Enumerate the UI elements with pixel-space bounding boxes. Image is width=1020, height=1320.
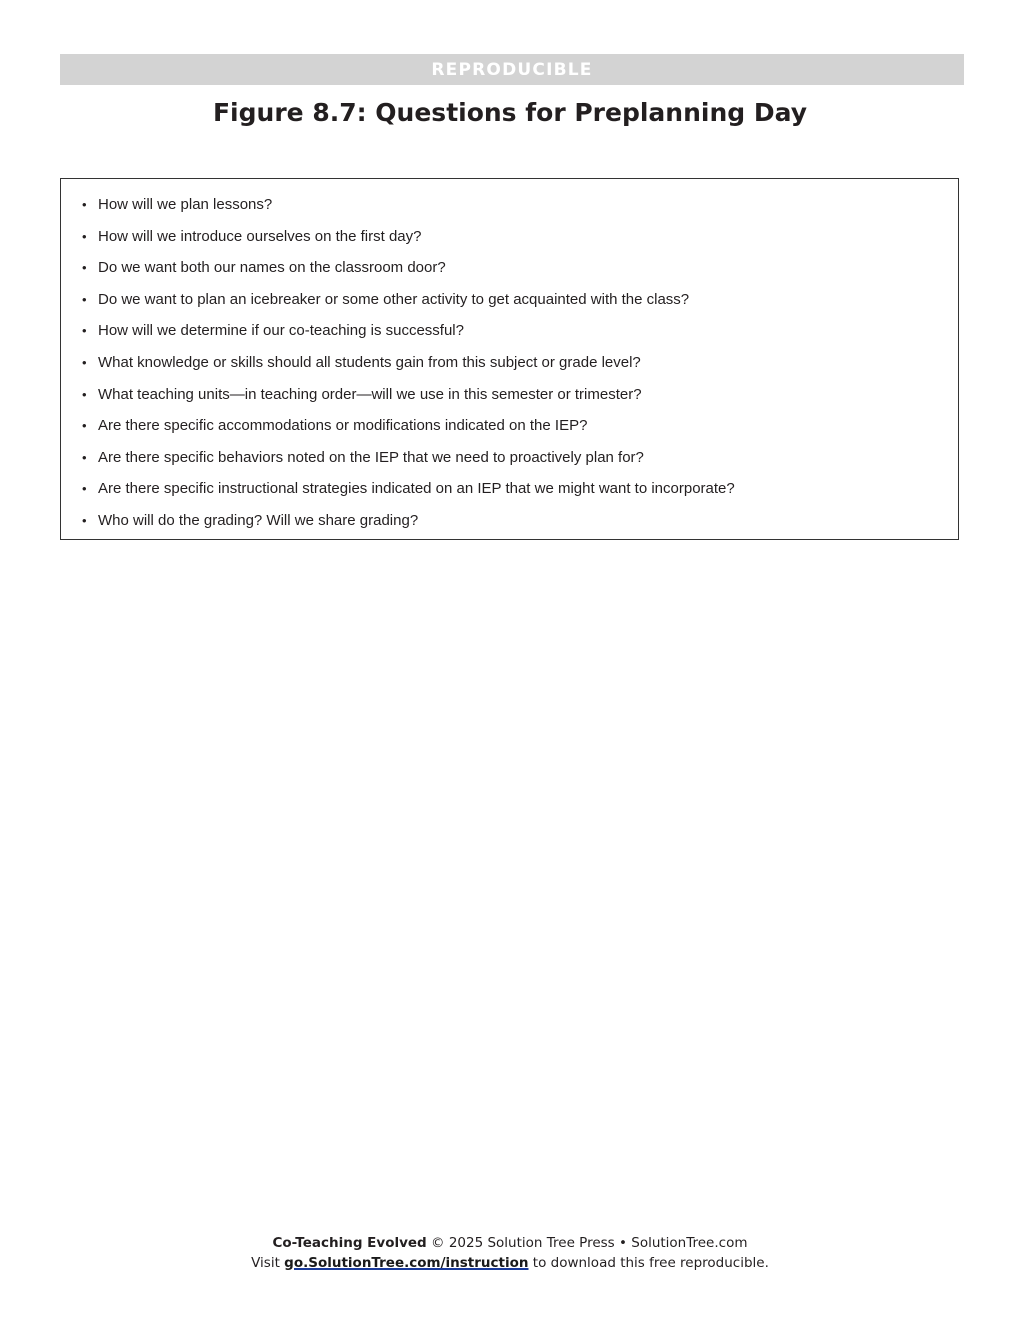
question-text: How will we plan lessons?: [98, 196, 273, 213]
bullet-icon: •: [82, 197, 87, 212]
question-text: Who will do the grading? Will we share grading?: [98, 511, 419, 529]
question-text: Do we want to plan an icebreaker or some other activity to get acquainted with the class?: [98, 290, 690, 308]
question-list: [61, 179, 958, 541]
list-item: [61, 446, 958, 478]
list-item: [61, 509, 958, 541]
list-item: [61, 414, 958, 446]
list-item: [61, 383, 958, 415]
question-text: How will we introduce ourselves on the first day?: [98, 227, 422, 245]
question-text: Are there specific accommodations or modifications indicated on the IEP?: [98, 417, 588, 435]
list-item: [61, 477, 958, 509]
footer-visit-suffix: to download this free reproducible.: [528, 1255, 769, 1271]
list-item: [61, 225, 958, 257]
footer-line-visit: [0, 1253, 1020, 1273]
footer-copyright: © 2025 Solution Tree Press • SolutionTree.com: [426, 1235, 748, 1251]
bullet-icon: •: [82, 512, 87, 528]
list-item: [61, 351, 958, 383]
banner-label: REPRODUCIBLE: [431, 59, 593, 80]
bullet-icon: •: [82, 386, 87, 402]
bullet-icon: •: [82, 291, 87, 307]
bullet-icon: •: [82, 418, 87, 434]
footer-book-title: Co-Teaching Evolved: [272, 1235, 427, 1251]
question-text: What teaching units—in teaching order—will we use in this semester or trimester?: [98, 385, 642, 403]
bullet-icon: •: [82, 354, 87, 370]
question-text: Are there specific instructional strategies indicated on an IEP that we might want to incorporate?: [98, 480, 735, 498]
question-text: What knowledge or skills should all students gain from this subject or grade level?: [98, 353, 641, 371]
question-list-box: [60, 178, 959, 540]
question-text: Do we want both our names on the classroom door?: [98, 259, 446, 277]
reproducible-banner: [60, 54, 964, 85]
bullet-icon: •: [82, 323, 87, 339]
bullet-icon: •: [82, 449, 87, 465]
question-text: Are there specific behaviors noted on the IEP that we need to proactively plan for?: [98, 448, 644, 466]
list-item: [61, 288, 958, 320]
list-item: [61, 256, 958, 288]
bullet-icon: •: [82, 260, 87, 276]
page-footer: [0, 1233, 1020, 1273]
bullet-icon: •: [82, 481, 87, 497]
bullet-icon: •: [82, 228, 87, 244]
footer-line-copyright: [0, 1233, 1020, 1253]
page-title: Figure 8.7: Questions for Preplanning Day: [212, 98, 808, 127]
footer-download-link[interactable]: go.SolutionTree.com/instruction: [284, 1255, 529, 1271]
footer-visit-prefix: Visit: [251, 1255, 285, 1271]
question-text: How will we determine if our co-teaching is successful?: [98, 322, 464, 340]
list-item: [61, 193, 958, 225]
list-item: [61, 319, 958, 351]
